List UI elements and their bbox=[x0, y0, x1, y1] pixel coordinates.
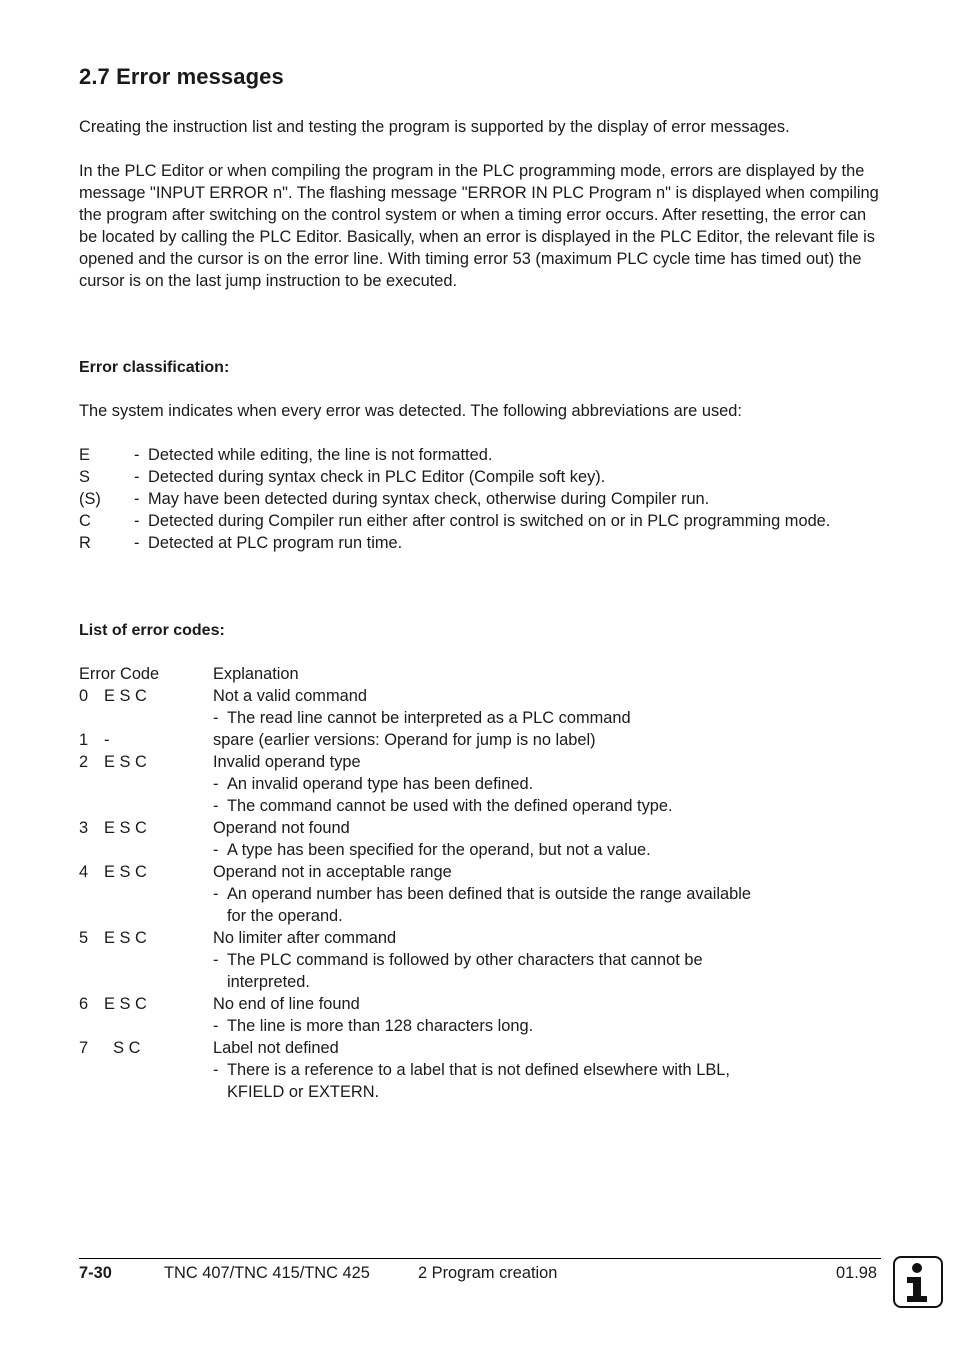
abbreviation-text: Detected during syntax check in PLC Editor (Compile soft key). bbox=[148, 468, 606, 486]
table-header bbox=[79, 663, 885, 685]
error-code-detail bbox=[213, 883, 885, 927]
detail-dash: - bbox=[213, 885, 219, 903]
error-code-row bbox=[79, 993, 885, 1015]
detail-text: An operand number has been defined that is outside the range available for the operand. bbox=[227, 885, 751, 925]
error-code-explanation: Invalid operand type bbox=[213, 753, 361, 771]
detail-text: There is a reference to a label that is not defined elsewhere with LBL, KFIELD or EXTERN. bbox=[227, 1061, 730, 1101]
error-code-detail bbox=[213, 1015, 885, 1037]
abbreviation-key: (S) bbox=[79, 490, 101, 508]
detail-dash: - bbox=[213, 797, 219, 815]
error-code-table bbox=[79, 663, 885, 1103]
error-code-flags: E S C bbox=[104, 929, 147, 947]
error-code-flags: E S C bbox=[104, 995, 147, 1013]
error-code-flags: E S C bbox=[104, 819, 147, 837]
error-code-detail bbox=[213, 839, 885, 861]
error-code-detail bbox=[213, 949, 885, 993]
abbreviation-key: R bbox=[79, 534, 91, 552]
error-code-row bbox=[79, 861, 885, 883]
error-code-detail bbox=[213, 795, 885, 817]
error-code-detail bbox=[213, 707, 885, 729]
abbreviation-item bbox=[79, 488, 885, 510]
error-code-row bbox=[79, 927, 885, 949]
abbreviation-dash: - bbox=[134, 512, 140, 530]
abbreviation-item bbox=[79, 532, 885, 554]
intro-paragraph: Creating the instruction list and testing the program is supported by the display of error messages. bbox=[79, 118, 790, 136]
footer-section: 2 Program creation bbox=[418, 1264, 558, 1282]
abbreviation-dash: - bbox=[134, 468, 140, 486]
error-code-number: 0 bbox=[79, 687, 89, 705]
detail-dash: - bbox=[213, 841, 219, 859]
error-code-explanation: No limiter after command bbox=[213, 929, 397, 947]
error-code-flags: E S C bbox=[104, 753, 147, 771]
detail-dash: - bbox=[213, 775, 219, 793]
abbreviation-text: Detected during Compiler run either after control is switched on or in PLC programming mode. bbox=[148, 512, 831, 530]
detail-text: The line is more than 128 characters long. bbox=[227, 1017, 534, 1035]
error-code-row bbox=[79, 1037, 885, 1059]
abbreviation-text: May have been detected during syntax check, otherwise during Compiler run. bbox=[148, 490, 710, 508]
detail-text: A type has been specified for the operand, but not a value. bbox=[227, 841, 651, 859]
codes-heading: List of error codes: bbox=[79, 622, 225, 639]
error-code-number: 6 bbox=[79, 995, 89, 1013]
error-description-paragraph: In the PLC Editor or when compiling the program in the PLC programming mode, errors are displayed by the message "INPUT ERROR n". The flashing message "ERROR IN PLC Program n" is displayed when compiling the program after switching on the control system or when a timing error occurs. After resetting, the error can be located by calling the PLC Editor. Basically, when an error is displayed in the PLC Editor, the relevant file is opened and the cursor is on the error line. With timing error 53 (maximum PLC cycle time has timed out) the cursor is on the last jump instruction to be executed. bbox=[79, 162, 879, 290]
error-code-detail bbox=[213, 1059, 885, 1103]
footer-date: 01.98 bbox=[836, 1264, 878, 1282]
abbreviation-item bbox=[79, 466, 885, 488]
error-code-number: 4 bbox=[79, 863, 89, 881]
error-code-explanation: spare (earlier versions: Operand for jump is no label) bbox=[213, 731, 596, 749]
detail-dash: - bbox=[213, 709, 219, 727]
error-code-detail bbox=[213, 773, 885, 795]
abbreviation-item bbox=[79, 444, 885, 466]
abbreviation-dash: - bbox=[134, 490, 140, 508]
error-code-row bbox=[79, 729, 885, 751]
abbreviation-text: Detected while editing, the line is not formatted. bbox=[148, 446, 493, 464]
error-code-row bbox=[79, 817, 885, 839]
abbreviation-item bbox=[79, 510, 885, 532]
error-code-number: 3 bbox=[79, 819, 89, 837]
footer-rule bbox=[79, 1258, 881, 1259]
detail-text: The PLC command is followed by other characters that cannot be interpreted. bbox=[227, 951, 703, 991]
error-code-explanation: Operand not found bbox=[213, 819, 350, 837]
error-code-number: 5 bbox=[79, 929, 89, 947]
abbreviation-text: Detected at PLC program run time. bbox=[148, 534, 403, 552]
info-icon bbox=[893, 1256, 943, 1308]
footer-model: TNC 407/TNC 415/TNC 425 bbox=[164, 1264, 370, 1282]
detail-dash: - bbox=[213, 1017, 219, 1035]
error-code-flags: - bbox=[104, 731, 110, 749]
abbreviation-key: S bbox=[79, 468, 90, 486]
section-heading: 2.7 Error messages bbox=[79, 64, 284, 89]
detail-text: The command cannot be used with the defined operand type. bbox=[227, 797, 673, 815]
abbreviation-list bbox=[79, 444, 885, 554]
detail-dash: - bbox=[213, 1061, 219, 1079]
detail-text: An invalid operand type has been defined. bbox=[227, 775, 534, 793]
detail-dash: - bbox=[213, 951, 219, 969]
error-code-flags: E S C bbox=[104, 687, 147, 705]
error-code-number: 2 bbox=[79, 753, 89, 771]
error-code-row bbox=[79, 751, 885, 773]
header-error-code: Error Code bbox=[79, 665, 160, 683]
abbreviation-key: E bbox=[79, 446, 90, 464]
detail-text: The read line cannot be interpreted as a PLC command bbox=[227, 709, 631, 727]
error-code-explanation: Label not defined bbox=[213, 1039, 339, 1057]
error-code-number: 7 bbox=[79, 1039, 89, 1057]
error-code-explanation: No end of line found bbox=[213, 995, 360, 1013]
abbreviation-key: C bbox=[79, 512, 91, 530]
error-code-flags: E S C bbox=[104, 863, 147, 881]
classification-heading: Error classification: bbox=[79, 359, 230, 376]
classification-intro: The system indicates when every error was detected. The following abbreviations are used: bbox=[79, 402, 742, 420]
error-code-row bbox=[79, 685, 885, 707]
error-code-number: 1 bbox=[79, 731, 89, 749]
abbreviation-dash: - bbox=[134, 446, 140, 464]
page-number: 7-30 bbox=[79, 1264, 112, 1282]
error-code-explanation: Not a valid command bbox=[213, 687, 367, 705]
error-code-flags: S C bbox=[104, 1039, 141, 1057]
header-explanation: Explanation bbox=[213, 665, 299, 683]
error-code-explanation: Operand not in acceptable range bbox=[213, 863, 452, 881]
abbreviation-dash: - bbox=[134, 534, 140, 552]
